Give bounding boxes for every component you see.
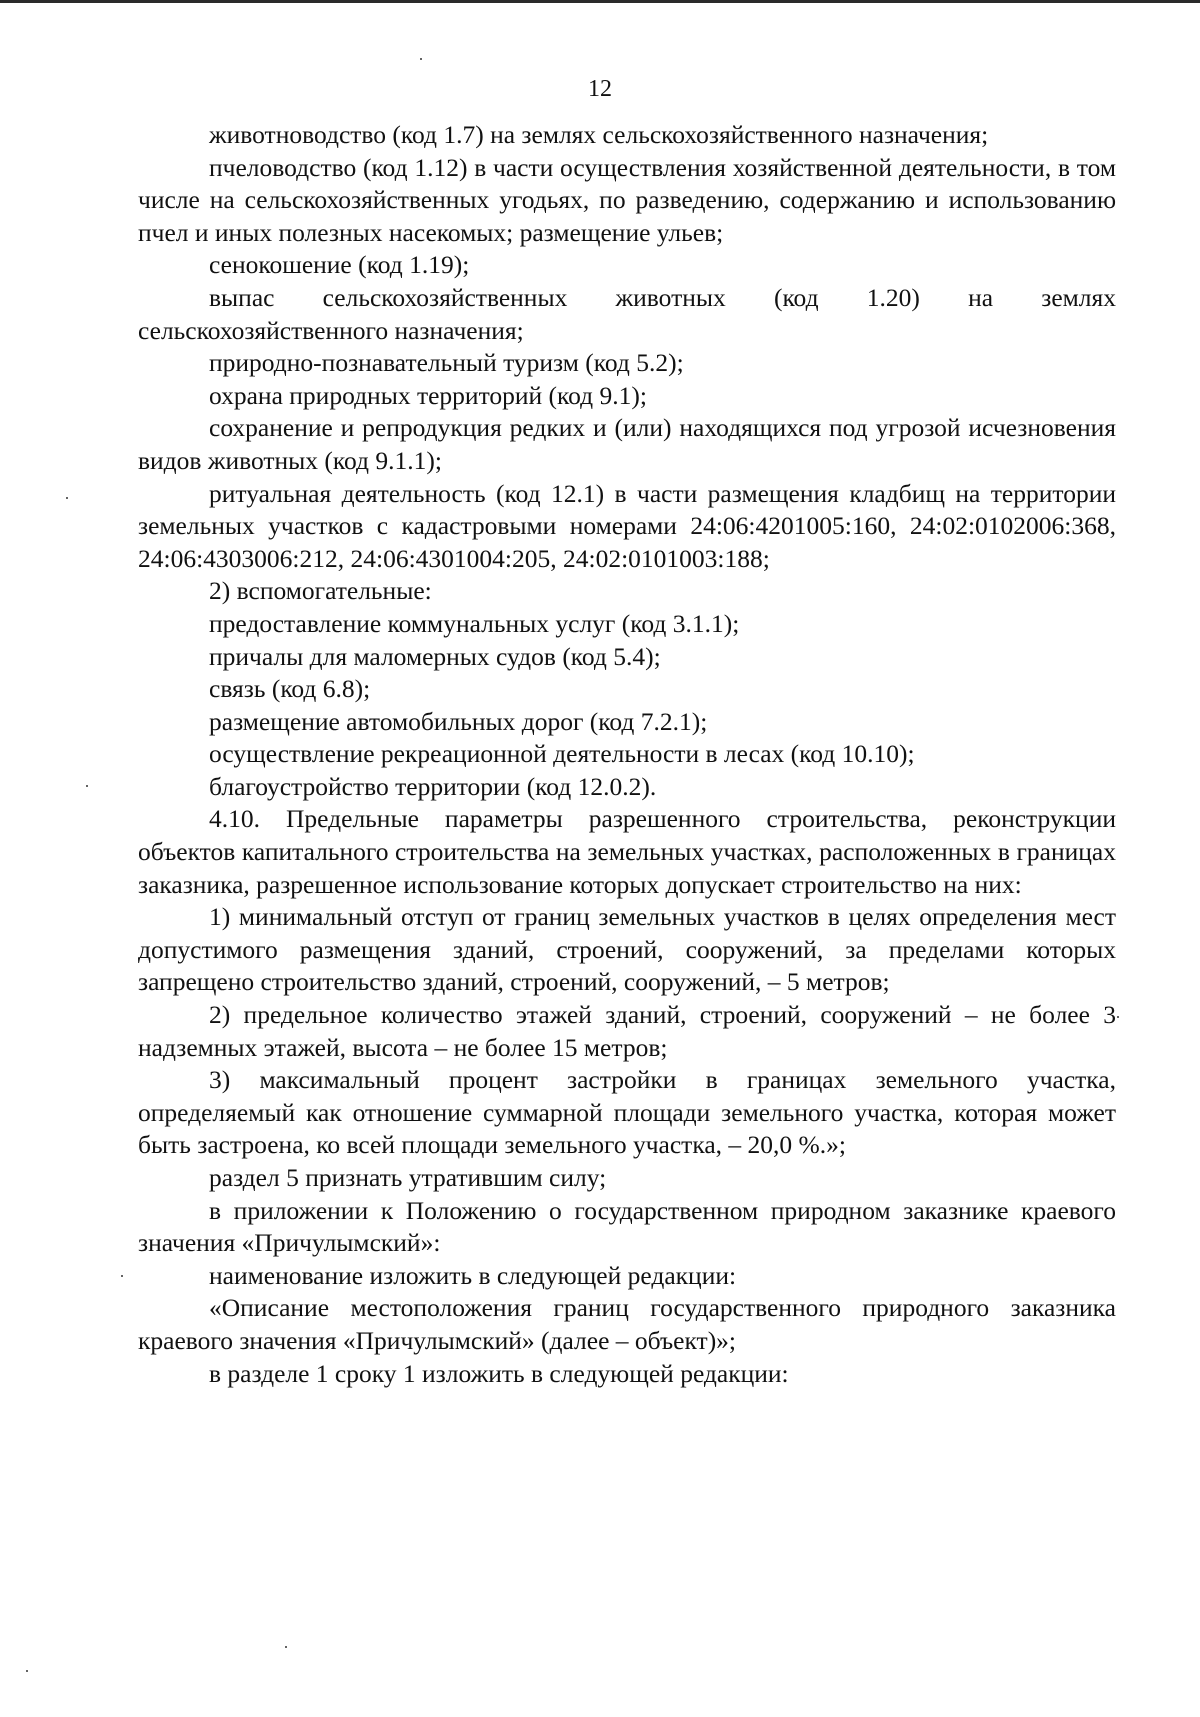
paragraph: размещение автомобильных дорог (код 7.2.1);: [209, 706, 708, 736]
scan-speck: [86, 785, 88, 787]
paragraph: благоустройство территории (код 12.0.2).: [209, 771, 657, 801]
paragraph: 2) вспомогательные:: [209, 576, 432, 606]
scan-speck: [1117, 1016, 1119, 1018]
paragraph: природно-познавательный туризм (код 5.2);: [209, 348, 684, 378]
scan-speck: [66, 497, 68, 499]
paragraph: сенокошение (код 1.19);: [209, 250, 470, 280]
scan-speck: [420, 58, 422, 60]
paragraph: «Описание местоположения границ государственного природного заказника краевого значения «Причулымский» (далее – объект)»;: [138, 1293, 1116, 1355]
paragraph: животноводство (код 1.7) на землях сельскохозяйственного назначения;: [209, 120, 989, 149]
paragraph: в приложении к Положению о государственном природном заказнике краевого значения «Причулымский»:: [138, 1195, 1116, 1258]
scan-speck: [26, 1670, 28, 1672]
paragraph: в разделе 1 сроку 1 изложить в следующей редакции:: [209, 1358, 789, 1388]
scan-top-edge: [0, 0, 1200, 3]
paragraph: предоставление коммунальных услуг (код 3.1.1);: [209, 608, 740, 638]
paragraph: 1) минимальный отступ от границ земельных участков в целях определения мест допустимого размещения зданий, строений, сооружений, за пределами которых запрещено строительство зданий, строений, сооружений, – 5 метров;: [138, 902, 1116, 997]
scan-speck: [121, 1275, 123, 1277]
paragraph: осуществление рекреационной деятельности в лесах (код 10.10);: [209, 739, 915, 769]
paragraph: связь (код 6.8);: [209, 674, 371, 704]
paragraph: 2) предельное количество этажей зданий, строений, сооружений – не более 3 надземных этажей, высота – не более 15 метров;: [138, 1000, 1116, 1062]
paragraph: пчеловодство (код 1.12) в части осуществления хозяйственной деятельности, в том числе на сельскохозяйственных угодьях, по разведению, содержанию и использованию пчел и иных полезных насекомых; размещение ульев;: [138, 152, 1116, 247]
paragraph: раздел 5 признать утратившим силу;: [209, 1163, 607, 1192]
paragraph: 3) максимальный процент застройки в границах земельного участка, определяемый как отношение суммарной площади земельного участка, которая может быть застроена, ко всей площади земельного участка, – 20,0 %.»;: [138, 1065, 1116, 1160]
paragraph: причалы для маломерных судов (код 5.4);: [209, 641, 661, 671]
paragraph: 4.10. Предельные параметры разрешенного строительства, реконструкции объектов капитального строительства на земельных участках, расположенных в границах заказника, разрешенное использование которых допускает строительство на них:: [138, 804, 1116, 899]
paragraph: охрана природных территорий (код 9.1);: [209, 380, 647, 410]
document-body: [138, 119, 1116, 1390]
paragraph: ритуальная деятельность (код 12.1) в части размещения кладбищ на территории земельных участков с кадастровыми номерами 24:06:4201005:160, 24:02:0102006:368, 24:06:4303006:212, 24:06:4301004:205, 24:02:0101003:188;: [138, 478, 1116, 573]
paragraph: наименование изложить в следующей редакции:: [209, 1260, 737, 1290]
scan-speck: [285, 1646, 287, 1648]
page-number: 12: [588, 76, 612, 102]
paragraph: выпас сельскохозяйственных животных (код 1.20) на землях сельскохозяйственного назначения;: [138, 282, 1116, 345]
paragraph: сохранение и репродукция редких и (или) находящихся под угрозой исчезновения видов животных (код 9.1.1);: [138, 413, 1116, 475]
